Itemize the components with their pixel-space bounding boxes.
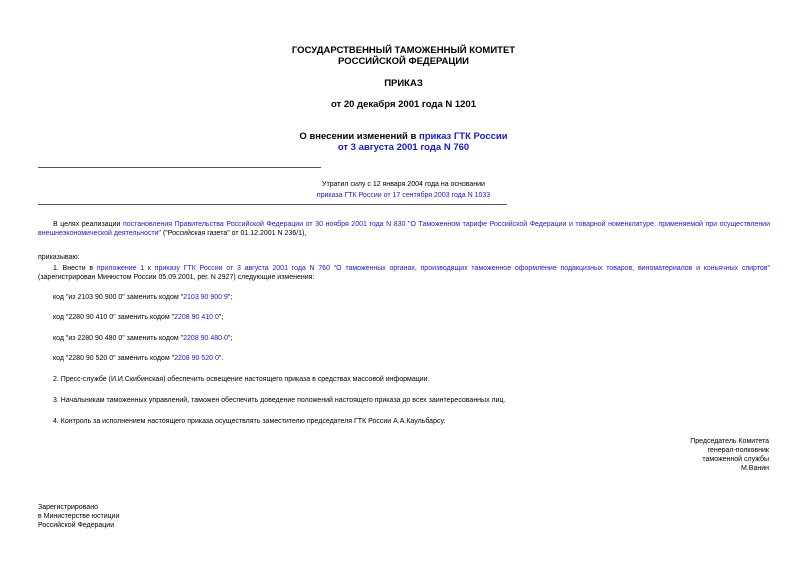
status-text: Утратил силу с 12 января 2004 года на основании — [322, 181, 485, 188]
item-4: 4. Контроль за исполнением настоящего приказа осуществлять заместителю председателя ГТК России А.А.Каульбарсу. — [53, 418, 446, 425]
registration-block — [38, 503, 119, 530]
document-title-line1 — [0, 132, 807, 143]
code-change-2 — [53, 313, 223, 322]
item-1-link[interactable]: приложение 1 к приказу ГТК России от 3 августа 2001 года N 760 "О таможенных органах, производящих таможенное оформление подакцизных товаров, виноматериалов и коньячных спиртов" — [96, 265, 770, 272]
preamble-source: ("Российская газета" от 01.12.2001 N 236/1), — [161, 230, 307, 237]
registration-line2: в Министерстве юстиции — [38, 513, 120, 520]
code-change-text: код "2280 90 520 0" заменить кодом " — [53, 355, 175, 362]
item-1-prefix: 1. Внести в — [53, 265, 97, 272]
preamble-link[interactable]: постановления Правительства Российской Федерации от 30 ноября 2001 года N 830 "О Таможенном тарифе Российской Федерации и товарной номенклатуре, применяемой при осуществлении внешнеэкономической деятельности" — [38, 221, 771, 237]
signature-block — [690, 437, 769, 473]
preamble-text: В целях реализации — [53, 221, 123, 228]
registration-line1: Зарегистрировано — [38, 504, 98, 511]
item-1-paragraph — [38, 264, 770, 282]
top-divider — [38, 167, 321, 168]
code-change-3 — [53, 334, 232, 343]
code-change-link[interactable]: 2208 90 480 0 — [183, 335, 228, 342]
org-name-line2: РОССИЙСКОЙ ФЕДЕРАЦИИ — [337, 56, 469, 67]
title-link-order[interactable]: приказ ГТК России — [419, 131, 508, 142]
status-divider — [38, 204, 507, 205]
code-change-end: "; — [218, 314, 224, 321]
order-word: приказываю: — [38, 254, 80, 261]
document-date-number: от 20 декабря 2001 года N 1201 — [330, 99, 476, 110]
code-change-text: код "из 2103 90 900 0" заменить кодом " — [53, 294, 184, 301]
code-change-text: код "из 2280 90 480 0" заменить кодом " — [53, 335, 184, 342]
title-link-order-date[interactable]: от 3 августа 2001 года N 760 — [337, 142, 470, 153]
signature-title: Председатель Комитета — [690, 438, 769, 445]
org-name-line1: ГОСУДАРСТВЕННЫЙ ТАМОЖЕННЫЙ КОМИТЕТ — [291, 45, 516, 56]
signature-name: М.Ванин — [741, 465, 769, 472]
document-type: ПРИКАЗ — [384, 78, 423, 89]
code-change-end: ". — [218, 355, 224, 362]
code-change-end: "; — [227, 335, 233, 342]
title-prefix: О внесении изменений в — [299, 131, 420, 142]
code-change-text: код "2280 90 410 0" заменить кодом " — [53, 314, 175, 321]
code-change-link[interactable]: 2208 90 410 0 — [174, 314, 219, 321]
code-change-1 — [53, 293, 232, 302]
signature-service: таможенной службы — [702, 456, 769, 463]
registration-line3: Российской Федерации — [38, 522, 115, 529]
item-3: 3. Начальникам таможенных управлений, таможен обеспечить доведение положений настоящего приказа до всех заинтересованных лиц. — [53, 397, 506, 404]
preamble-paragraph — [38, 220, 770, 238]
code-change-link[interactable]: 2103 90 900 9 — [183, 294, 228, 301]
item-1-suffix: (зарегистрирован Минюстом России 05.09.2001, рег. N 2927) следующие изменения: — [38, 274, 315, 281]
item-2: 2. Пресс-службе (И.И.Скибинская) обеспечить освещение настоящего приказа в средствах массовой информации. — [53, 376, 430, 383]
code-change-end: "; — [227, 294, 233, 301]
status-link[interactable]: приказа ГТК России от 17 сентября 2003 года N 1033 — [316, 192, 491, 199]
code-change-4 — [53, 354, 223, 363]
signature-rank: генерал-полковник — [707, 447, 769, 454]
code-change-link[interactable]: 2208 90 520 0 — [174, 355, 219, 362]
